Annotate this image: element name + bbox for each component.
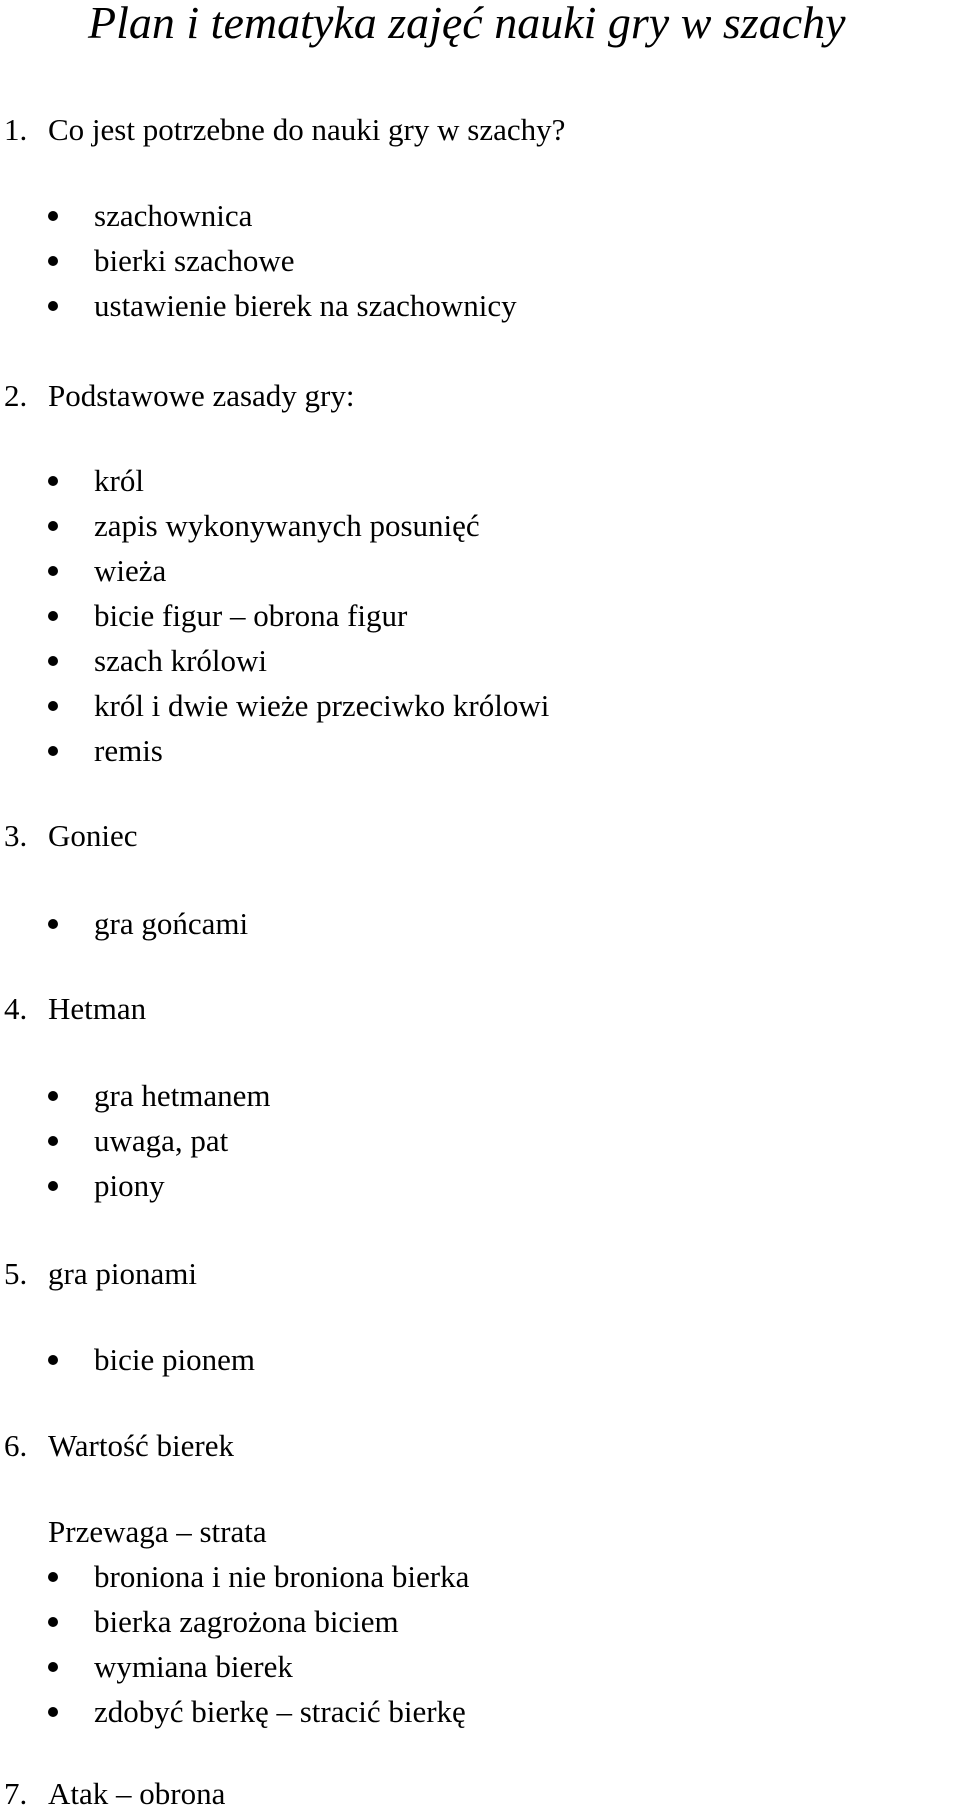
list-item-text: król: [94, 463, 144, 498]
list-item: [0, 288, 517, 333]
list-item-text: szach królowi: [94, 643, 268, 678]
page-title: Plan i tematyka zajęć nauki gry w szachy: [88, 0, 846, 48]
bullet-icon: [48, 1572, 58, 1582]
bullet-icon: [48, 211, 58, 221]
list-item-text: król i dwie wieże przeciwko królowi: [94, 688, 550, 723]
section-number: 3.: [4, 818, 28, 853]
bullet-icon: [48, 1617, 58, 1627]
list-item: [0, 598, 549, 643]
bullet-icon: [48, 1707, 58, 1717]
list-item-text: ustawienie bierek na szachownicy: [94, 288, 517, 323]
section-list-4: [0, 1078, 270, 1213]
list-item-text: remis: [94, 733, 163, 768]
list-item: [0, 1078, 270, 1123]
section-title: Podstawowe zasady gry:: [48, 378, 355, 413]
section-number: 7.: [4, 1776, 28, 1811]
section-subheading: Przewaga – strata: [48, 1514, 267, 1549]
bullet-icon: [48, 1662, 58, 1672]
list-item: [0, 688, 549, 733]
list-item: [0, 1604, 469, 1649]
section-heading-2: [4, 378, 355, 414]
bullet-icon: [48, 256, 58, 266]
list-item: [0, 1559, 469, 1604]
section-heading-3: [4, 818, 138, 854]
section-list-1: [0, 198, 517, 333]
bullet-icon: [48, 476, 58, 486]
section-number: 2.: [4, 378, 28, 413]
bullet-icon: [48, 566, 58, 576]
bullet-icon: [48, 1181, 58, 1191]
bullet-icon: [48, 919, 58, 929]
list-item-text: gra hetmanem: [94, 1078, 271, 1113]
list-item: [0, 733, 549, 778]
list-item: [0, 553, 549, 598]
section-title: Co jest potrzebne do nauki gry w szachy?: [48, 112, 566, 147]
bullet-icon: [48, 301, 58, 311]
list-item: [0, 1342, 255, 1387]
list-item: [0, 1694, 469, 1739]
list-item-text: zdobyć bierkę – stracić bierkę: [94, 1694, 466, 1729]
list-item: [0, 1168, 270, 1213]
section-title: Wartość bierek: [48, 1428, 234, 1463]
list-item-text: gra gońcami: [94, 906, 249, 941]
list-item: [0, 906, 248, 951]
section-list-2: [0, 463, 549, 778]
section-title: Goniec: [48, 818, 138, 853]
list-item: [0, 643, 549, 688]
section-heading-4: [4, 991, 146, 1027]
list-item: [0, 198, 517, 243]
bullet-icon: [48, 701, 58, 711]
list-item-text: bicie pionem: [94, 1342, 255, 1377]
bullet-icon: [48, 1136, 58, 1146]
section-title: gra pionami: [48, 1256, 197, 1291]
list-item-text: bicie figur – obrona figur: [94, 598, 408, 633]
section-heading-5: [4, 1256, 197, 1292]
list-item-text: wymiana bierek: [94, 1649, 293, 1684]
section-list-5: [0, 1342, 255, 1387]
section-list-3: [0, 906, 248, 951]
list-item-text: zapis wykonywanych posunięć: [94, 508, 480, 543]
list-item-text: szachownica: [94, 198, 253, 233]
section-title: Atak – obrona: [48, 1776, 226, 1811]
list-item-text: uwaga, pat: [94, 1123, 229, 1158]
list-item-text: bierki szachowe: [94, 243, 295, 278]
section-heading-6: [4, 1428, 234, 1464]
section-number: 5.: [4, 1256, 28, 1291]
bullet-icon: [48, 1091, 58, 1101]
list-item-text: broniona i nie broniona bierka: [94, 1559, 470, 1594]
section-heading-7: [4, 1776, 225, 1812]
list-item: [0, 1123, 270, 1168]
bullet-icon: [48, 521, 58, 531]
section-number: 6.: [4, 1428, 28, 1463]
bullet-icon: [48, 746, 58, 756]
list-item-text: wieża: [94, 553, 167, 588]
section-number: 4.: [4, 991, 28, 1026]
section-heading-1: [4, 112, 565, 148]
list-item: [0, 243, 517, 288]
section-title: Hetman: [48, 991, 147, 1026]
list-item: [0, 508, 549, 553]
list-item-text: piony: [94, 1168, 165, 1203]
section-list-6: [0, 1559, 469, 1739]
list-item: [0, 463, 549, 508]
bullet-icon: [48, 611, 58, 621]
list-item-text: bierka zagrożona biciem: [94, 1604, 399, 1639]
section-number: 1.: [4, 112, 28, 147]
bullet-icon: [48, 656, 58, 666]
list-item: [0, 1649, 469, 1694]
bullet-icon: [48, 1355, 58, 1365]
